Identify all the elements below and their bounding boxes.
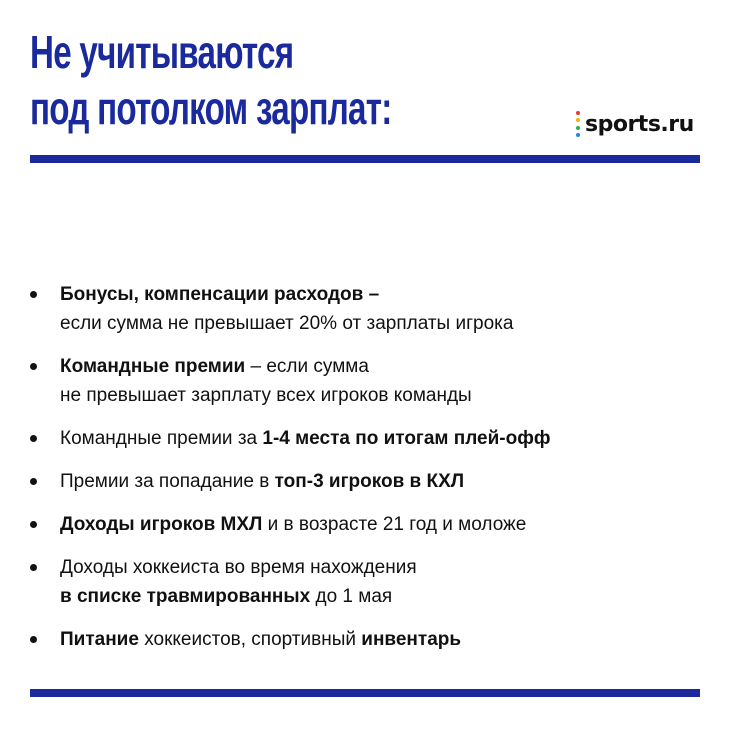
list-item — [30, 510, 710, 539]
bottom-divider — [30, 689, 700, 697]
item-3-text: Командные премии за — [60, 428, 263, 449]
bullet-icon — [30, 291, 37, 298]
item-2-bold: Командные премии — [60, 356, 246, 377]
top-divider — [30, 155, 700, 163]
bullet-icon — [30, 478, 37, 485]
bullet-icon — [30, 521, 37, 528]
list-item — [30, 553, 710, 611]
title-line-1: Не учитываются — [30, 26, 294, 78]
item-7-text: хоккеистов, спортивный — [138, 629, 362, 650]
item-4-bold: топ-3 игроков в КХЛ — [274, 471, 465, 492]
item-5-text: и в возрасте 21 год и моложе — [262, 514, 527, 535]
bullet-icon — [30, 636, 37, 643]
list-item — [30, 625, 710, 654]
list-item — [30, 352, 710, 410]
item-7-bold-2: инвентарь — [361, 629, 462, 650]
title-line-2: под потолком зарплат: — [30, 82, 392, 134]
item-7-bold-1: Питание — [60, 629, 139, 650]
bullet-icon — [30, 564, 37, 571]
page-title — [30, 24, 404, 136]
list-item — [30, 280, 710, 338]
item-1-bold: Бонусы, компенсации расходов – — [60, 284, 380, 305]
item-2-line-2: не превышает зарплату всех игроков команды — [60, 385, 472, 406]
logo-dots-icon — [576, 111, 581, 137]
item-6-text: до 1 мая — [310, 586, 393, 607]
list-item — [30, 467, 710, 496]
item-1-line-2: если сумма не превышает 20% от зарплаты игрока — [60, 313, 514, 334]
list-item — [30, 424, 710, 453]
bullet-icon — [30, 435, 37, 442]
item-2-text: – если сумма — [245, 356, 369, 377]
bullet-icon — [30, 363, 37, 370]
item-6-line-1: Доходы хоккеиста во время нахождения — [60, 557, 417, 578]
sports-ru-logo — [576, 109, 694, 139]
logo-text: sports.ru — [585, 111, 694, 137]
item-3-bold: 1-4 места по итогам плей-офф — [262, 428, 551, 449]
item-6-bold: в списке травмированных — [60, 586, 311, 607]
exclusions-list — [30, 280, 710, 654]
item-4-text: Премии за попадание в — [60, 471, 275, 492]
item-5-bold: Доходы игроков МХЛ — [60, 514, 263, 535]
